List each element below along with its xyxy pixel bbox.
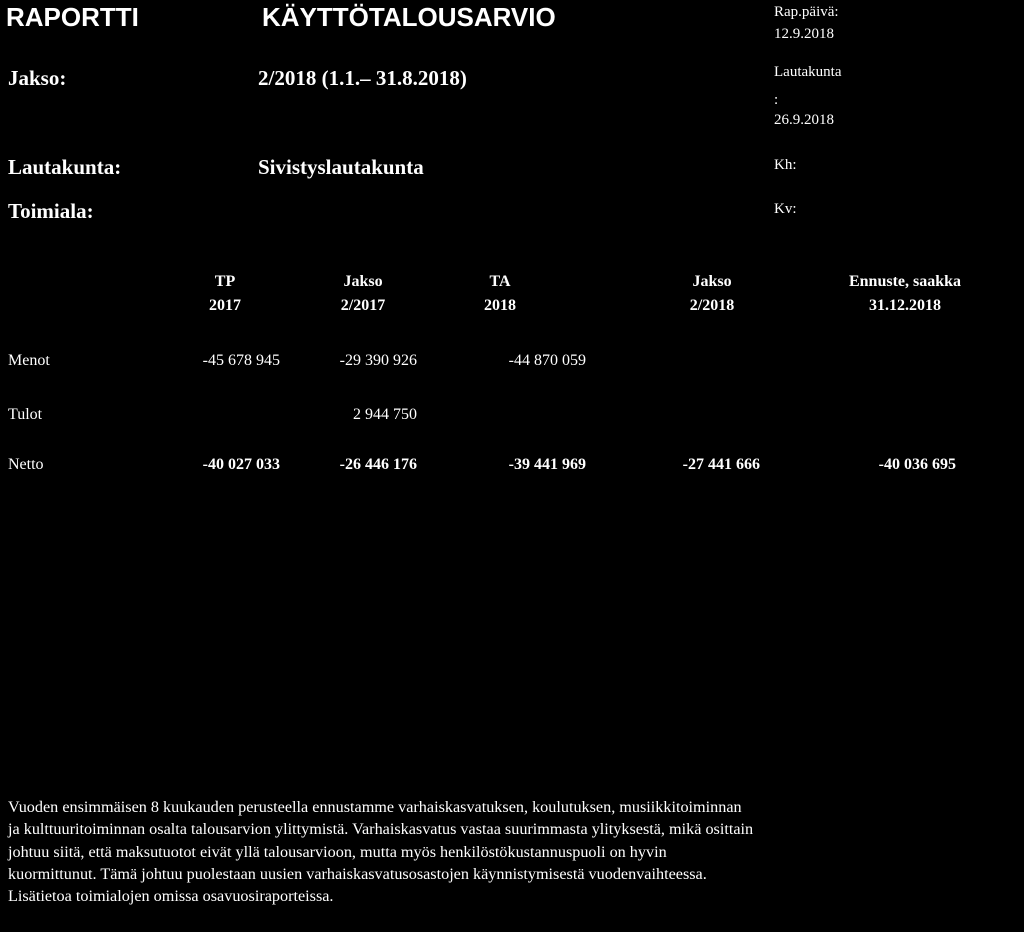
report-label: RAPORTTI [6,2,139,32]
period-label: Jakso: [8,66,67,90]
division-label: Toimiala: [8,199,94,223]
table-cell: -39 441 969 [508,456,586,473]
table-cell: 2 944 750 [353,406,417,423]
table-cell: -40 027 033 [202,456,280,473]
commentary-paragraph: Vuoden ensimmäisen 8 kuukauden perusteella ennustamme varhaiskasvatuksen, koulutuksen, musiikkitoiminnan ja kulttuuritoiminnan osalta talousarvion ylittymistä. Varhaiskasvatus vastaa suurimmasta ylityksestä, mikä osittain johtuu siitä, että maksutuotot eivät yllä talousarvioon, mutta myös henkilöstökustannuspuoli on hyvin kuormittunut. Tämä johtuu puolestaan uusien varhaiskasvatusosastojen käynnistymisestä vuodenvaihteessa. Lisätietoa toimialojen omissa osavuosiraporteissa. [8,798,754,906]
row-label-tulot: Tulot [8,406,43,423]
column-header-line2: 2/2017 [340,297,386,314]
column-header-ennuste [810,270,1000,318]
row-label-netto: Netto [8,456,44,473]
column-header-line1: Jakso [692,273,732,290]
table-cell: -29 390 926 [339,352,417,369]
board-label: Lautakunta: [8,155,122,179]
column-header-line2: 2018 [484,297,516,314]
column-header-line2: 31.12.2018 [869,297,941,314]
table-cell: -40 036 695 [878,456,956,473]
column-header-jakso-2018 [662,270,762,318]
table-cell: -45 678 945 [202,352,280,369]
kh-label: Kh: [774,157,797,173]
column-header-ta-2018 [455,270,545,318]
column-header-tp-2017 [180,270,270,318]
column-header-line1: Jakso [343,273,383,290]
row-label-menot: Menot [8,352,50,369]
report-type-title: KÄYTTÖTALOUSARVIO [262,2,556,32]
table-cell: -27 441 666 [682,456,760,473]
report-date-label: Rap.päivä: [774,4,839,20]
column-header-line1: Ennuste, saakka [848,273,962,290]
column-header-jakso-2017 [313,270,413,318]
column-header-line2: 2017 [209,297,241,314]
table-cell: -26 446 176 [339,456,417,473]
column-header-line2: 2/2018 [689,297,735,314]
board-date-colon: : [774,92,779,108]
board-value: Sivistyslautakunta [258,155,424,179]
kv-label: Kv: [774,201,797,217]
board-date-value: 26.9.2018 [774,112,834,128]
table-cell: -44 870 059 [508,352,586,369]
report-date-value: 12.9.2018 [774,26,834,42]
column-header-line1: TP [214,273,236,290]
board-date-label: Lautakunta [774,64,842,80]
column-header-line1: TA [489,273,511,290]
period-value: 2/2018 (1.1.– 31.8.2018) [258,66,467,90]
